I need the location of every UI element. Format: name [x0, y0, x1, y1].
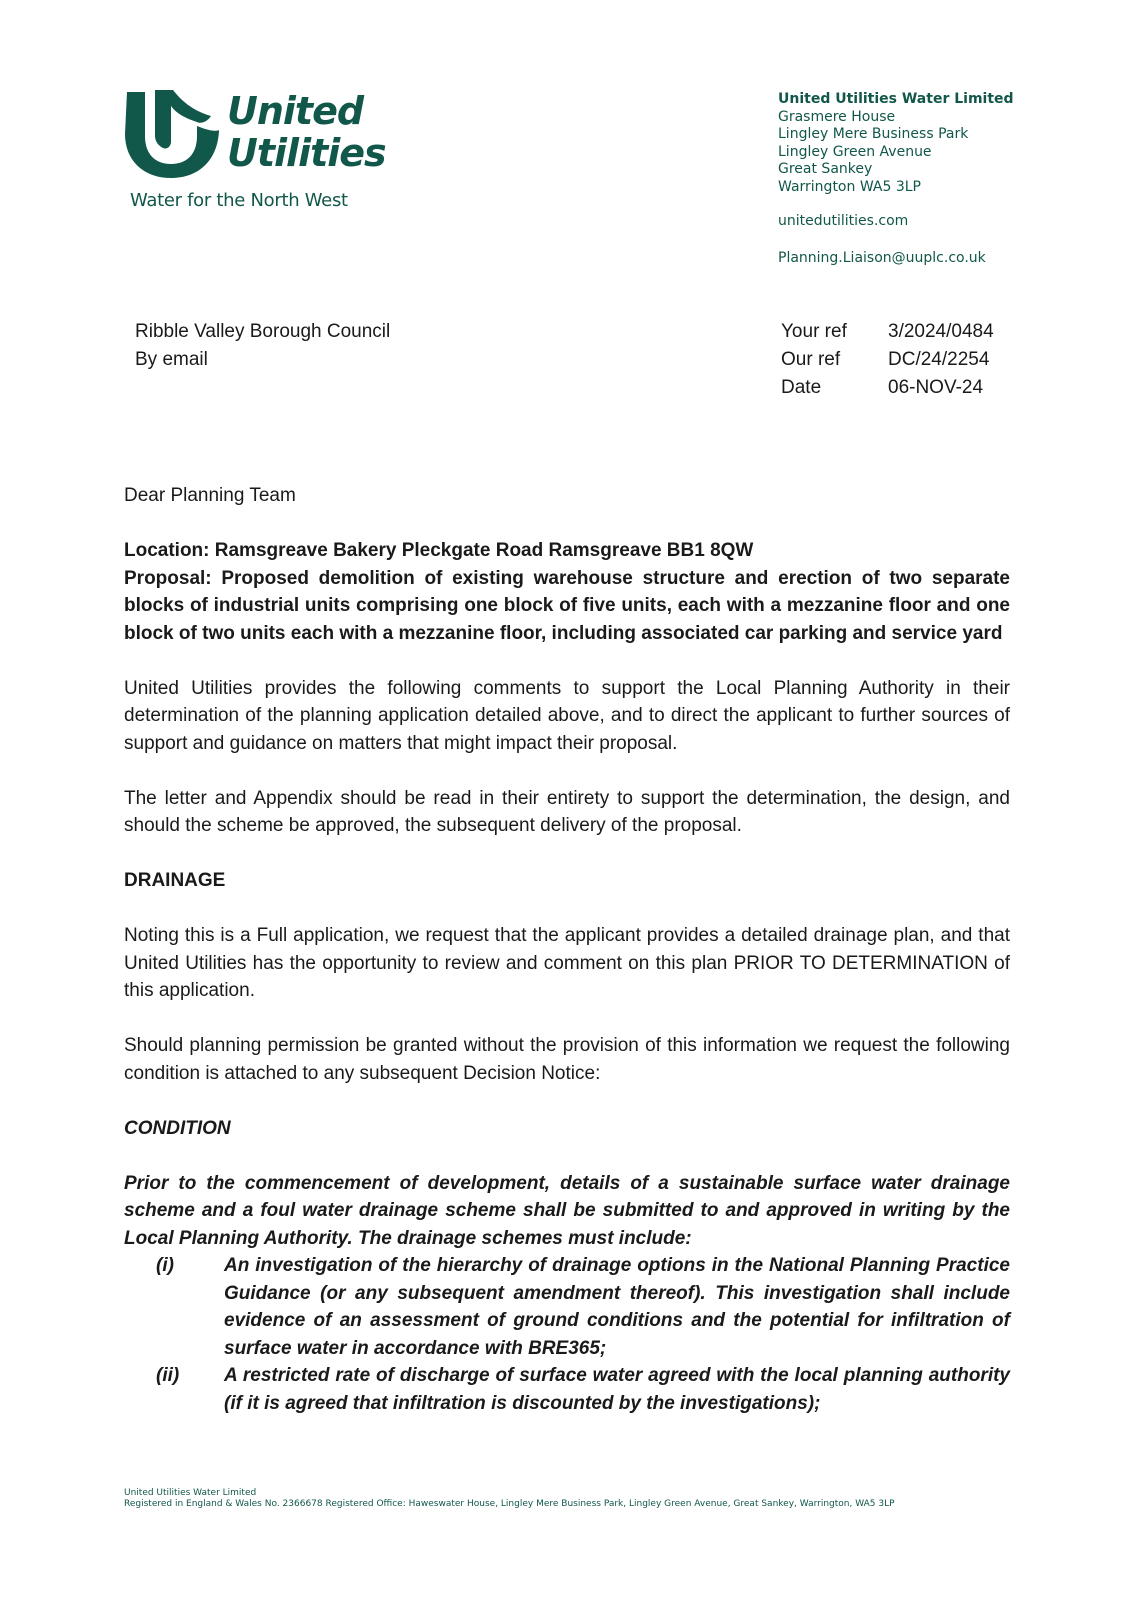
ref-label: Date [781, 377, 822, 398]
list-item-text: A restricted rate of discharge of surface water agreed with the local planning authority (if it is agreed that infiltration is discounted by the investigations); [224, 1365, 1010, 1414]
footer-registration: Registered in England & Wales No. 2366678 Registered Office: Haweswater House, Lingley Mere Business Park, Lingley Green Avenue, Great Sankey, Warrington, WA5 3LP [124, 1499, 895, 1509]
sender-address-line: Warrington WA5 3LP [778, 178, 921, 195]
condition-paragraph: Prior to the commencement of development, details of a sustainable surface water drainage scheme and a foul water drainage scheme shall be submitted to and approved in writing by the Local Planning Authority. The drainage schemes must include: [124, 1172, 1010, 1249]
ref-value: DC/24/2254 [888, 349, 990, 370]
letter-body [124, 482, 1010, 1417]
logo-word-united: United [227, 89, 364, 133]
drainage-paragraph: Noting this is a Full application, we request that the applicant provides a detailed drainage plan, and that United Utilities has the opportunity to review and comment on this plan PRIOR TO DETERMINATION of this application. [124, 925, 1010, 1001]
proposal-line: Proposal: Proposed demolition of existing warehouse structure and erection of two separate blocks of industrial units comprising one block of five units, each with a mezzanine floor and one block of two units each with a mezzanine floor, including associated car parking and service yard [124, 567, 1010, 644]
ref-row [781, 374, 994, 402]
recipient-delivery: By email [135, 349, 208, 370]
salutation: Dear Planning Team [124, 485, 296, 506]
ref-value: 3/2024/0484 [888, 321, 994, 342]
footer-company: United Utilities Water Limited [124, 1488, 257, 1498]
recipient-name: Ribble Valley Borough Council [135, 321, 391, 342]
sender-address-line: Lingley Mere Business Park [778, 126, 969, 142]
location-line: Location: Ramsgreave Bakery Pleckgate Road Ramsgreave BB1 8QW [124, 540, 754, 561]
list-item [156, 1362, 1010, 1417]
location-proposal [124, 537, 1010, 647]
list-item [156, 1252, 1010, 1362]
ref-row [781, 346, 994, 374]
condition-list [156, 1252, 1010, 1417]
company-logo [121, 86, 386, 216]
sender-company: United Utilities Water Limited [778, 91, 1014, 107]
page-footer [124, 1488, 895, 1510]
reference-table [781, 318, 994, 402]
sender-address-line: Great Sankey [778, 161, 873, 177]
sender-address-line: Grasmere House [778, 108, 896, 125]
sender-address-line: Lingley Green Avenue [778, 143, 932, 160]
sender-address-block [778, 91, 1014, 267]
list-item-number: (i) [156, 1255, 174, 1276]
ref-row [781, 318, 994, 346]
logo-tagline: Water for the North West [130, 190, 348, 211]
ref-label: Your ref [781, 321, 847, 342]
permission-paragraph: Should planning permission be granted without the provision of this information we request the following condition is attached to any subsequent Decision Notice: [124, 1035, 1010, 1084]
ref-value: 06-NOV-24 [888, 377, 984, 398]
sender-email-link[interactable]: Planning.Liaison@uuplc.co.uk [778, 249, 986, 266]
list-item-text: An investigation of the hierarchy of drainage options in the National Planning Practice Guidance (or any subsequent amendment thereof). This investigation shall include evidence of an assessment of ground conditions and the potential for infiltration of surface water in accordance with BRE365; [224, 1255, 1010, 1359]
condition-heading: CONDITION [124, 1117, 231, 1139]
recipient-block [135, 318, 390, 374]
water-drop-logo-icon [121, 86, 221, 181]
drainage-heading: DRAINAGE [124, 870, 226, 891]
logo-word-utilities: Utilities [227, 131, 386, 175]
list-item-number: (ii) [156, 1365, 180, 1386]
intro-paragraph: United Utilities provides the following comments to support the Local Planning Authority in their determination of the planning application detailed above, and to direct the applicant to further sources of support and guidance on matters that might impact their proposal. [124, 677, 1010, 754]
read-note-paragraph: The letter and Appendix should be read in their entirety to support the determination, the design, and should the scheme be approved, the subsequent delivery of the proposal. [124, 787, 1010, 836]
ref-label: Our ref [781, 349, 841, 370]
sender-website-link[interactable]: unitedutilities.com [778, 213, 909, 229]
